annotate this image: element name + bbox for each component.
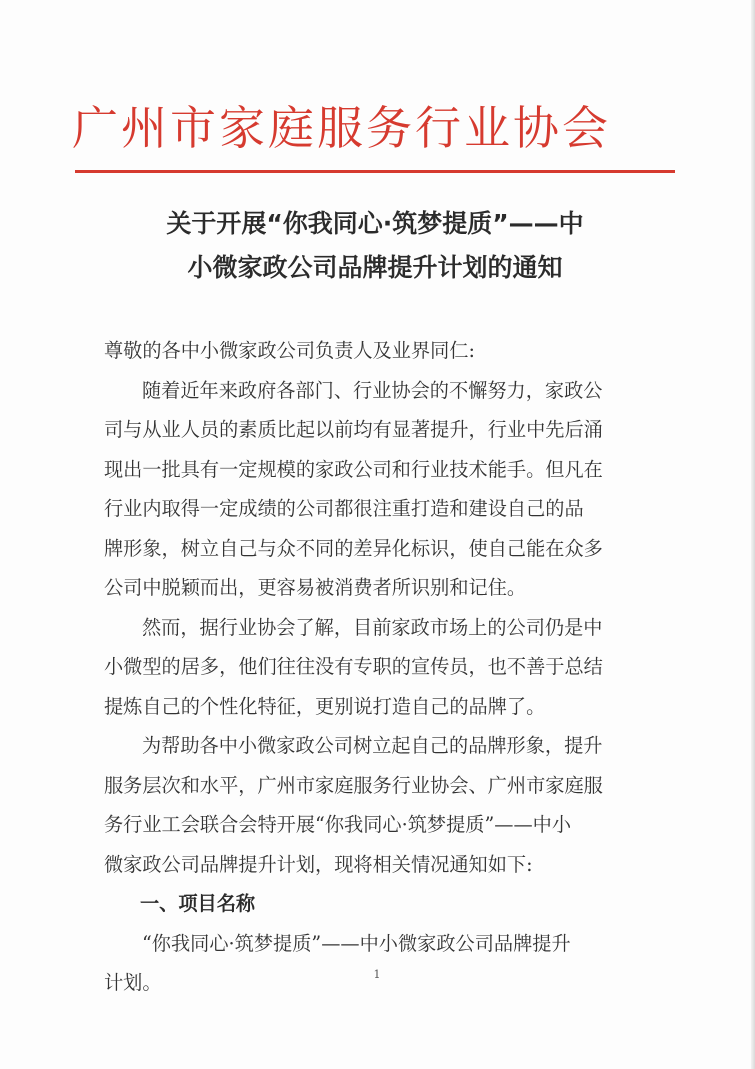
- paragraph-2-line: 然而，据行业协会了解，目前家政市场上的公司仍是中: [142, 615, 603, 639]
- section-1-text-line: 计划。: [104, 971, 162, 994]
- title-line-2: 小微家政公司品牌提升计划的通知: [187, 253, 563, 282]
- paragraph-2-line: 提炼自己的个性化特征，更别说打造自己的品牌了。: [104, 694, 546, 718]
- paragraph-1-line: 随着近年来政府各部门、行业协会的不懈努力，家政公: [142, 378, 603, 402]
- paragraph-3-line: 为帮助各中小微家政公司树立起自己的品牌形象，提升: [142, 734, 603, 757]
- paragraph-1-line: 牌形象，树立自己与众不同的差异化标识，使自己能在众多: [104, 536, 603, 560]
- paragraph-3-line: 服务层次和水平，广州市家庭服务行业协会、广州市家庭服: [104, 773, 603, 797]
- paragraph-1-line: 行业内取得一定成绩的公司都很注重打造和建设自己的品: [104, 497, 584, 520]
- salutation: 尊敬的各中小微家政公司负责人及业界同仁:: [104, 339, 476, 362]
- page-number: 1: [373, 968, 381, 981]
- document-body: [104, 331, 664, 1003]
- paragraph-3-line: 微家政公司品牌提升计划，现将相关情况通知如下:: [104, 852, 533, 876]
- paragraph-1-line: 公司中脱颖而出，更容易被消费者所识别和记住。: [104, 576, 527, 599]
- organization-letterhead: 广州市家庭服务行业协会: [72, 101, 611, 155]
- paragraph-1-line: 现出一批具有一定规模的家政公司和行业技术能手。但凡在: [104, 457, 603, 481]
- section-1-heading: 一、项目名称: [140, 892, 256, 915]
- section-1-text-line: “你我同心·筑梦提质”——中小微家政公司品牌提升: [142, 931, 571, 955]
- paragraph-1-line: 司与从业人员的素质比起以前均有显著提升，行业中先后涌: [104, 418, 603, 441]
- paragraph-2-line: 小微型的居多，他们往往没有专职的宣传员，也不善于总结: [104, 655, 603, 678]
- letterhead-divider: [75, 170, 675, 173]
- paragraph-3-line: 务行业工会联合会特开展“你我同心·筑梦提质”——中小: [104, 813, 572, 836]
- document-title: [80, 202, 670, 290]
- title-line-1: 关于开展“你我同心·筑梦提质”——中: [166, 209, 584, 238]
- scan-edge-shadow: [751, 0, 755, 1069]
